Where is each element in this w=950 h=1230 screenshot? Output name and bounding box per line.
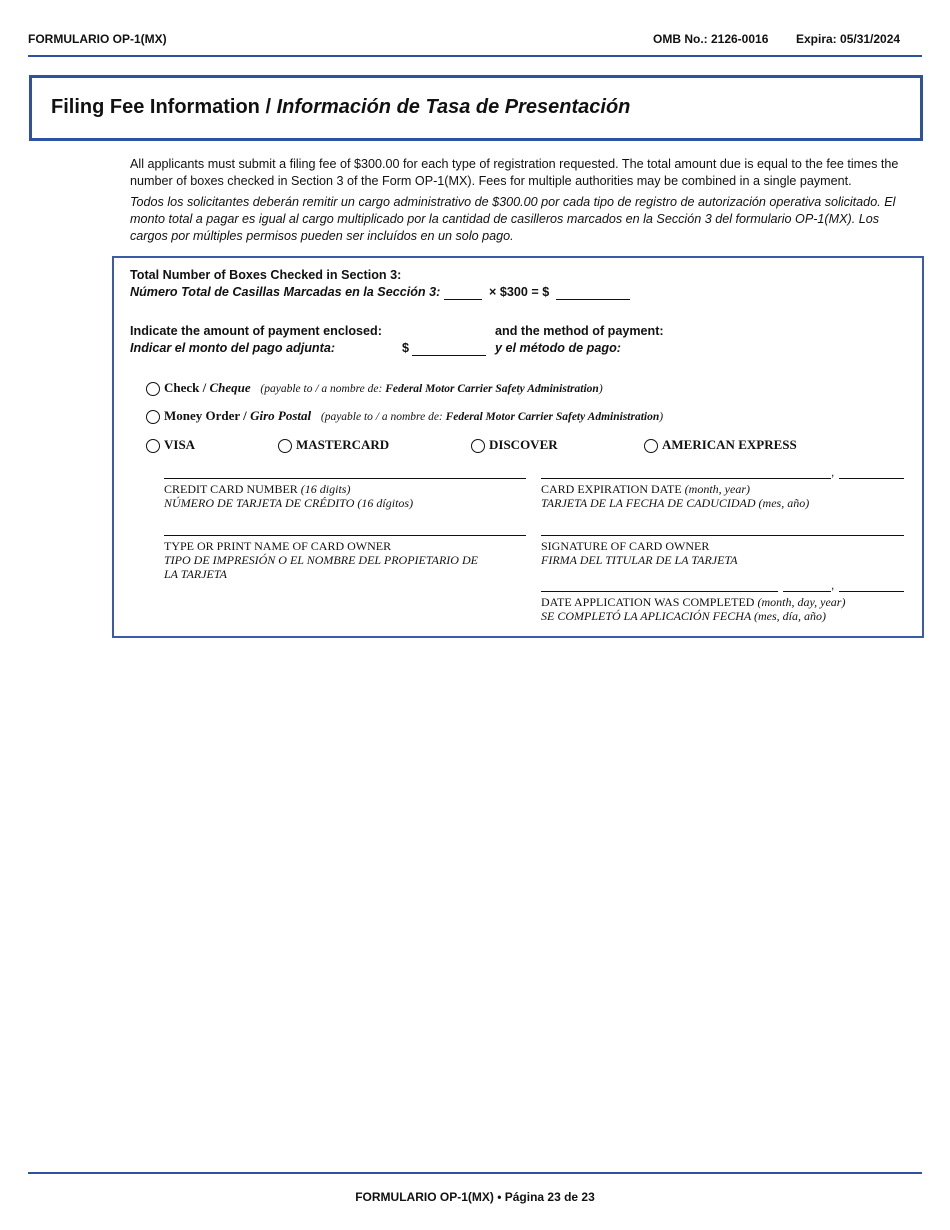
owner-name-label: TYPE OR PRINT NAME OF CARD OWNER TIPO DE IMPRESIÓN O EL NOMBRE DEL PROPIETARIO DE LA TARJETA [164,539,478,581]
section-title-box [29,75,923,141]
exp-comma: , [831,465,835,479]
method-label-en: and the method of payment: [495,324,664,338]
date-comma: , [831,578,835,592]
card-number-label: CREDIT CARD NUMBER (16 digits) NÚMERO DE TARJETA DE CRÉDITO (16 dígitos) [164,482,414,510]
visa-radio[interactable] [146,439,160,453]
money-order-option: Money Order / Giro Postal (payable to / a nombre de: Federal Motor Carrier Safety Administration) [164,408,664,423]
omb-number: OMB No.: 2126-0016 [653,32,769,46]
card-number-field[interactable] [164,478,526,479]
discover-radio[interactable] [471,439,485,453]
amount-label-es: Indicar el monto del pago adjunta: [130,341,336,355]
money-order-radio[interactable] [146,410,160,424]
method-label-es: y el método de pago: [495,341,621,355]
date-month-field[interactable] [541,591,778,592]
expiration: Expira: 05/31/2024 [796,32,901,46]
amex-radio[interactable] [644,439,658,453]
intro-english: All applicants must submit a filing fee of $300.00 for each type of registration requested. The total amount due is equal to the fee times the number of boxes checked in Section 3 of the Form OP-1(MX). Fees for multiple authorities may be combined in a single payment. [130,157,899,188]
check-radio[interactable] [146,382,160,396]
owner-name-field[interactable] [164,535,526,536]
card-exp-month-field[interactable] [541,478,831,479]
signature-field[interactable] [541,535,904,536]
form-id: FORMULARIO OP-1(MX) [28,32,167,46]
payment-form [112,256,924,638]
date-day-field[interactable] [783,591,831,592]
dollar-sign: $ [402,341,410,355]
card-exp-year-field[interactable] [839,478,904,479]
date-year-field[interactable] [839,591,904,592]
discover-option: DISCOVER [489,437,558,452]
check-option: Check / Cheque (payable to / a nombre de: Federal Motor Carrier Safety Administration) [164,380,603,395]
signature-label: SIGNATURE OF CARD OWNER FIRMA DEL TITULAR DE LA TARJETA [541,539,738,567]
visa-option: VISA [164,437,196,452]
boxes-label-en: Total Number of Boxes Checked in Section 3: [130,268,402,282]
amount-label-en: Indicate the amount of payment enclosed: [130,324,382,338]
page-title: Filing Fee Information / Información de Tasa de Presentación [51,96,631,118]
mastercard-radio[interactable] [278,439,292,453]
times-fee: × $300 = $ [489,285,550,299]
amount-enclosed-field[interactable] [412,355,486,356]
page-footer: FORMULARIO OP-1(MX) • Página 23 de 23 [355,1190,595,1204]
total-amount-field[interactable] [556,299,630,300]
header-rule [28,55,922,57]
mastercard-option: MASTERCARD [296,437,390,452]
amex-option: AMERICAN EXPRESS [662,437,797,452]
boxes-count-field[interactable] [444,299,482,300]
intro-spanish: Todos los solicitantes deberán remitir un cargo administrativo de $300.00 por cada tipo de registro de autorización operativa solicitado. El monto total a pagar es igual al cargo multiplicado por la cantidad de casilleros marcados en la Sección 3 del formulario OP-1(MX). Los cargos por múltiples permisos pueden ser incluídos en un solo pago. [130,195,896,243]
date-completed-label: DATE APPLICATION WAS COMPLETED (month, day, year) SE COMPLETÓ LA APLICACIÓN FECHA (mes, día, año) [541,595,846,623]
card-exp-label: CARD EXPIRATION DATE (month, year) TARJETA DE LA FECHA DE CADUCIDAD (mes, año) [541,482,810,510]
boxes-label-es: Número Total de Casillas Marcadas en la Sección 3: [130,285,441,299]
footer-rule [28,1172,922,1174]
